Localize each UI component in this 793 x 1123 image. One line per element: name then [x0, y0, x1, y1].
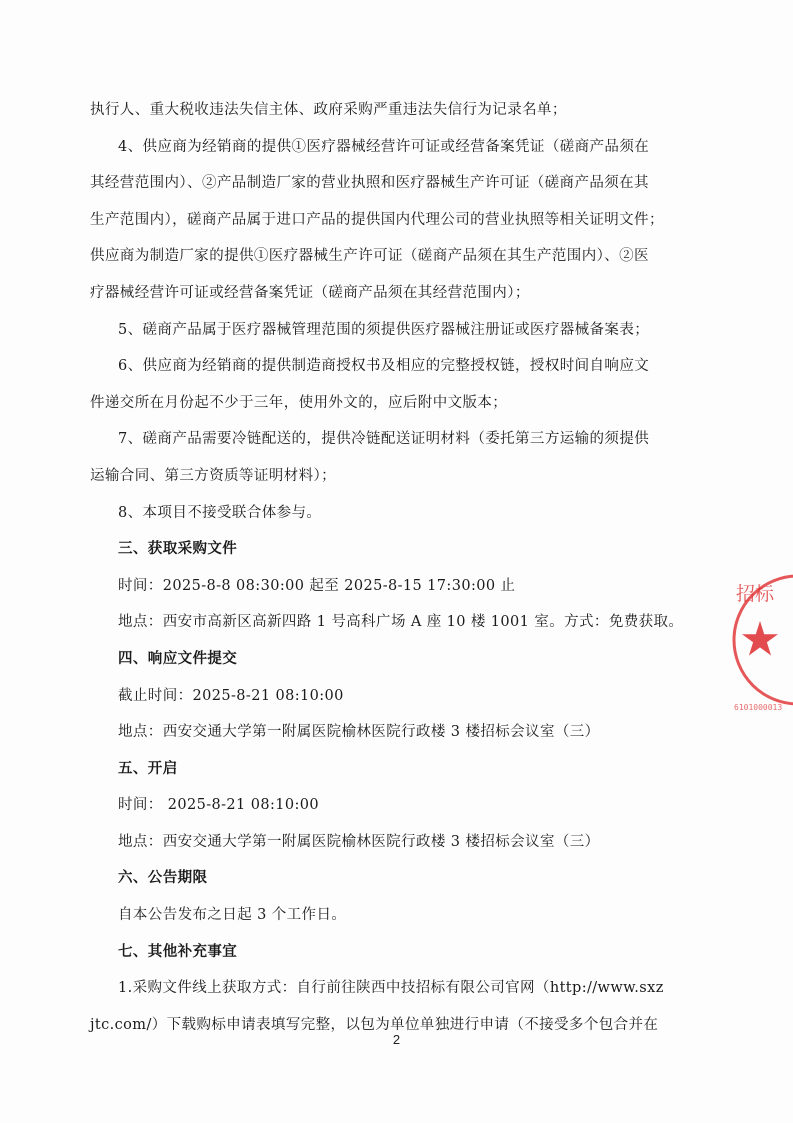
document-body — [90, 92, 702, 1043]
red-seal-stamp — [726, 568, 793, 718]
text-line: 1.采购文件线上获取方式：自行前往陕西中技招标有限公司官网（http://www.sxz — [118, 980, 664, 997]
section-heading: 五、开启 — [118, 759, 178, 777]
text-line: 疗器械经营许可证或经营备案凭证（磋商产品须在其经营范围内）； — [90, 284, 530, 301]
page-number: 2 — [392, 1032, 401, 1047]
text-line: 6、供应商为经销商的提供制造商授权书及相应的完整授权链，授权时间自响应文 — [118, 358, 650, 375]
text-line: 自本公告发布之日起 3 个工作日。 — [118, 907, 347, 924]
seal-text: 招标 — [736, 583, 775, 605]
section-heading: 七、其他补充事宜 — [118, 942, 238, 960]
section-heading: 三、获取采购文件 — [118, 540, 238, 558]
text-line: 供应商为制造厂家的提供①医疗器械生产许可证（磋商产品须在其生产范围内）、②医 — [90, 248, 649, 265]
text-line: 4、供应商为经销商的提供①医疗器械经营许可证或经营备案凭证（磋商产品须在 — [118, 138, 650, 155]
text-line: 地点：西安交通大学第一附属医院榆林医院行政楼 3 楼招标会议室（三） — [118, 724, 600, 741]
section-heading: 四、响应文件提交 — [118, 649, 238, 667]
text-line: 其经营范围内）、②产品制造厂家的营业执照和医疗器械生产许可证（磋商产品须在其 — [90, 175, 649, 192]
text-line: jtc.com/）下载购标申请表填写完整，以包为单位单独进行申请（不接受多个包合并在 — [90, 1016, 659, 1033]
text-line: 5、磋商产品属于医疗器械管理范围的须提供医疗器械注册证或医疗器械备案表； — [118, 321, 650, 338]
text-line: 运输合同、第三方资质等证明材料）； — [90, 467, 337, 484]
text-line: 执行人、重大税收违法失信主体、政府采购严重违法失信行为记录名单； — [90, 102, 567, 118]
section-heading: 六、公告期限 — [118, 869, 208, 887]
text-line: 时间：2025-8-8 08:30:00 起至 2025-8-15 17:30:00 止 — [118, 577, 516, 594]
text-line: 地点：西安市高新区高新四路 1 号高科广场 A 座 10 楼 1001 室。方式：免费获取。 — [118, 614, 684, 631]
text-line: 生产范围内），磋商产品属于进口产品的提供国内代理公司的营业执照等相关证明文件； — [90, 211, 664, 228]
text-line: 地点：西安交通大学第一附属医院榆林医院行政楼 3 楼招标会议室（三） — [118, 833, 600, 850]
text-line: 7、磋商产品需要冷链配送的，提供冷链配送证明材料（委托第三方运输的须提供 — [118, 431, 650, 448]
seal-serial: 6101000013 — [734, 703, 783, 712]
text-line: 件递交所在月份起不少于三年，使用外文的，应后附中文版本； — [90, 394, 508, 411]
text-line: 时间： 2025-8-21 08:10:00 — [118, 797, 320, 814]
text-line: 截止时间：2025-8-21 08:10:00 — [118, 687, 344, 704]
text-line: 8、本项目不接受联合体参与。 — [118, 504, 322, 521]
seal-star-icon — [742, 621, 778, 656]
